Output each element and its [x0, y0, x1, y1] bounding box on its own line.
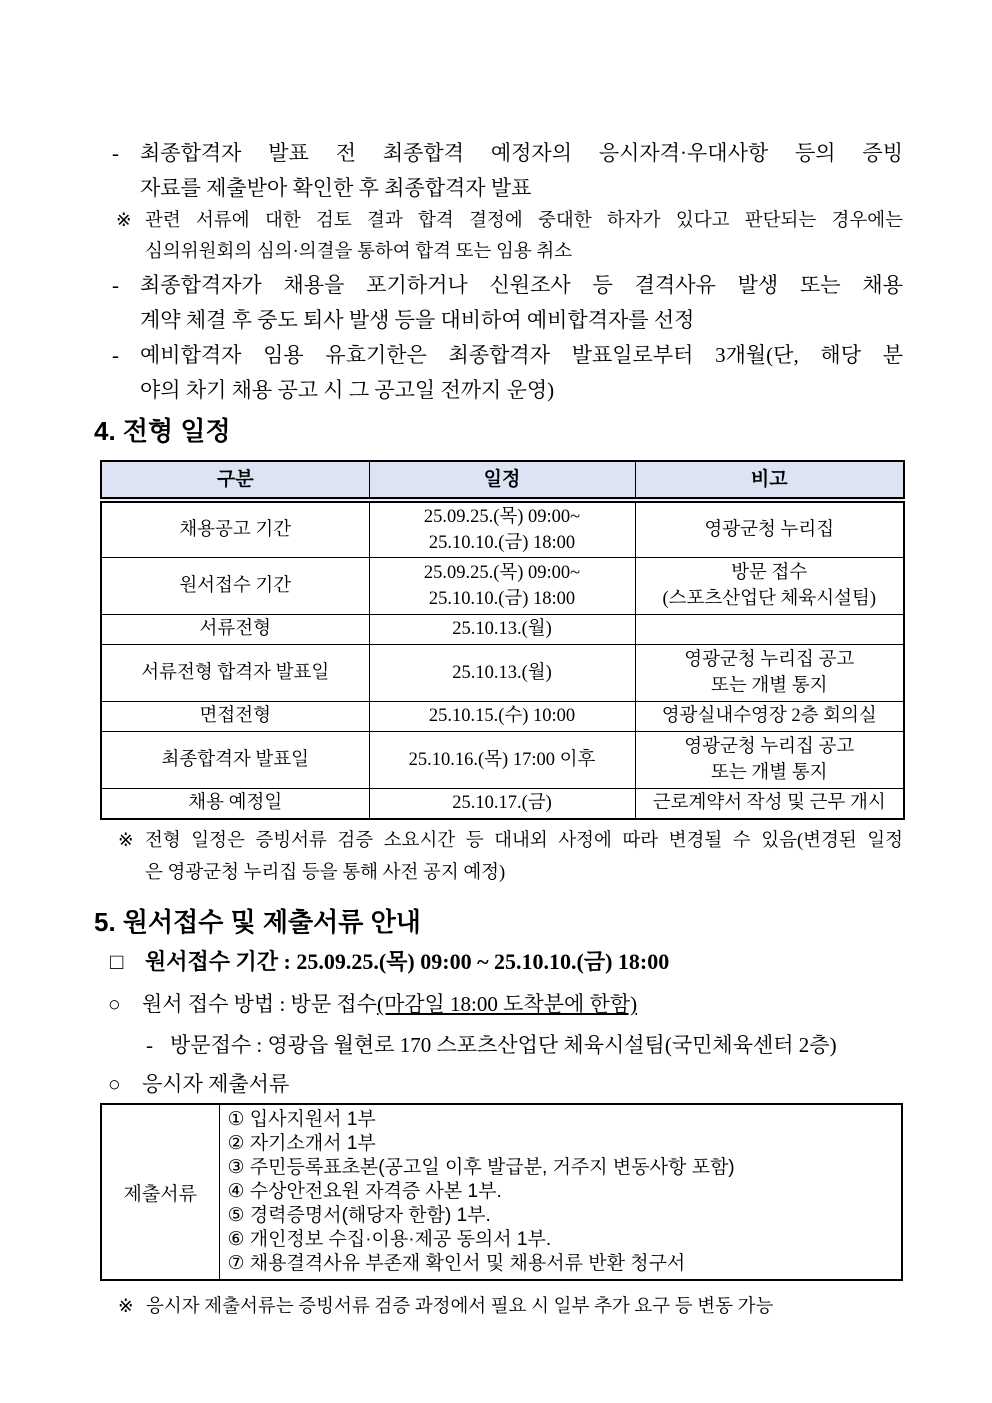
visit-address-line: [100, 1029, 903, 1061]
cell-category: 서류전형 합격자 발표일: [101, 645, 369, 702]
selection-schedule-table: [100, 460, 905, 820]
table-row: [101, 558, 904, 615]
dash-bullet-marker: -: [112, 343, 119, 367]
bullet-line: 자료를 제출받아 확인한 후 최종합격자 발표: [140, 176, 532, 200]
remark-line: 영광군청 누리집 공고: [684, 650, 855, 670]
circle-bullet-icon: ○: [108, 992, 121, 1016]
reference-mark-icon: ※: [118, 1297, 134, 1317]
bullet-line: 최종합격자 발표 전 최종합격 예정자의 응시자격·우대사항 등의 증빙: [140, 141, 903, 165]
docs-change-note: [100, 1293, 903, 1321]
doc-item: ⑦ 채용결격사유 부존재 확인서 및 채용서류 반환 청구서: [227, 1253, 686, 1274]
cell-remark: 영광군청 누리집: [635, 500, 904, 558]
submission-docs-text: 응시자 제출서류: [142, 1072, 290, 1096]
bullet-final-pass-verification: [100, 136, 903, 206]
cell-schedule: [369, 500, 635, 558]
dash-bullet-marker: -: [146, 1033, 153, 1057]
table-row: [101, 789, 904, 820]
remark-line: 또는 개별 통지: [711, 763, 828, 783]
column-header-schedule: 일정: [369, 461, 635, 500]
schedule-line: 25.09.25.(목) 09:00~: [423, 563, 581, 583]
square-bullet-icon: □: [110, 949, 124, 974]
column-header-category: 구분: [101, 461, 369, 500]
note-line: 은 영광군청 누리집 등을 통해 사전 공지 예정): [145, 863, 506, 883]
cell-category: 채용 예정일: [101, 789, 369, 820]
doc-item: ⑤ 경력증명서(해당자 한함) 1부.: [227, 1205, 491, 1226]
submission-documents-table: [100, 1103, 903, 1281]
bullet-reserve-candidate: [100, 268, 903, 338]
docs-content-cell: [219, 1104, 902, 1280]
deadline-underlined-text: (마감일 18:00 도착분에 한함): [376, 992, 638, 1016]
doc-item: ⑥ 개인정보 수집·이용·제공 동의서 1부.: [227, 1229, 552, 1250]
remark-line: 방문 접수: [731, 563, 808, 583]
application-period-text: 원서접수 기간 : 25.09.25.(목) 09:00 ~ 25.10.10.(금) 18:00: [145, 949, 670, 974]
table-row: [101, 645, 904, 702]
note-line: 심의위원회의 심의·의결을 통하여 합격 또는 임용 취소: [145, 242, 573, 262]
cell-schedule: 25.10.15.(수) 10:00: [369, 702, 635, 732]
cell-category: 서류전형: [101, 615, 369, 645]
doc-item: ④ 수상안전요원 자격증 사본 1부.: [227, 1181, 502, 1202]
application-period-line: [100, 947, 903, 977]
schedule-change-note: [100, 825, 903, 889]
cell-remark: 근로계약서 작성 및 근무 개시: [635, 789, 904, 820]
doc-item: ③ 주민등록표초본(공고일 이후 발급분, 거주지 변동사항 포함): [227, 1157, 735, 1178]
schedule-line: 25.10.10.(금) 18:00: [428, 533, 576, 553]
dash-bullet-marker: -: [112, 141, 119, 165]
table-row: [101, 500, 904, 558]
cell-remark: [635, 558, 904, 615]
application-method-text: 원서 접수 방법 : 방문 접수: [142, 992, 377, 1016]
cell-category: 최종합격자 발표일: [101, 732, 369, 789]
cell-category: 원서접수 기간: [101, 558, 369, 615]
circle-bullet-icon: ○: [108, 1072, 121, 1096]
column-header-remark: 비고: [635, 461, 904, 500]
cell-schedule: 25.10.13.(월): [369, 615, 635, 645]
schedule-line: 25.09.25.(목) 09:00~: [423, 507, 581, 527]
doc-item: ① 입사지원서 1부: [227, 1109, 376, 1130]
table-row: [101, 615, 904, 645]
doc-item: ② 자기소개서 1부: [227, 1133, 376, 1154]
cell-remark: [635, 645, 904, 702]
dash-bullet-marker: -: [112, 273, 119, 297]
cell-remark: 영광실내수영장 2층 회의실: [635, 702, 904, 732]
remark-line: (스포츠산업단 체육시설팀): [662, 589, 877, 609]
bullet-line: 계약 체결 후 중도 퇴사 발생 등을 대비하여 예비합격자를 선정: [140, 308, 695, 332]
section-5-heading: 5. 원서접수 및 제출서류 안내: [94, 907, 421, 937]
bullet-line: 최종합격자가 채용을 포기하거나 신원조사 등 결격사유 발생 또는 채용: [140, 273, 903, 297]
reference-mark-icon: ※: [116, 211, 132, 231]
cell-schedule: [369, 558, 635, 615]
docs-label-cell: 제출서류: [101, 1104, 219, 1280]
schedule-line: 25.10.10.(금) 18:00: [428, 589, 576, 609]
application-method-line: [100, 989, 903, 1019]
table-row: [101, 732, 904, 789]
cell-remark: [635, 732, 904, 789]
cell-category: 면접전형: [101, 702, 369, 732]
section-4-heading: 4. 전형 일정: [94, 416, 231, 446]
bullet-reserve-validity: [100, 338, 903, 408]
visit-address-text: 방문접수 : 영광읍 월현로 170 스포츠산업단 체육시설팀(국민체육센터 2층): [170, 1033, 837, 1057]
table-row: [101, 1104, 902, 1280]
cell-remark: [635, 615, 904, 645]
remark-line: 영광군청 누리집 공고: [684, 737, 855, 757]
table-row: [101, 702, 904, 732]
bullet-line: 야의 차기 채용 공고 시 그 공고일 전까지 운영): [140, 378, 555, 402]
cell-schedule: 25.10.13.(월): [369, 645, 635, 702]
note-line: 응시자 제출서류는 증빙서류 검증 과정에서 필요 시 일부 추가 요구 등 변동 가능: [146, 1297, 774, 1317]
note-line: 관련 서류에 대한 검토 결과 합격 결정에 중대한 하자가 있다고 판단되는 경우에는: [145, 211, 903, 231]
note-review-cancellation: [100, 206, 903, 268]
submission-docs-heading: [100, 1069, 903, 1099]
table-header-row: [101, 461, 904, 500]
remark-line: 또는 개별 통지: [711, 676, 828, 696]
bullet-line: 예비합격자 임용 유효기한은 최종합격자 발표일로부터 3개월(단, 해당 분: [140, 343, 903, 367]
note-line: 전형 일정은 증빙서류 검증 소요시간 등 대내외 사정에 따라 변경될 수 있음(변경된 일정: [145, 831, 903, 851]
reference-mark-icon: ※: [118, 831, 134, 851]
cell-schedule: 25.10.16.(목) 17:00 이후: [369, 732, 635, 789]
cell-category: 채용공고 기간: [101, 500, 369, 558]
cell-schedule: 25.10.17.(금): [369, 789, 635, 820]
